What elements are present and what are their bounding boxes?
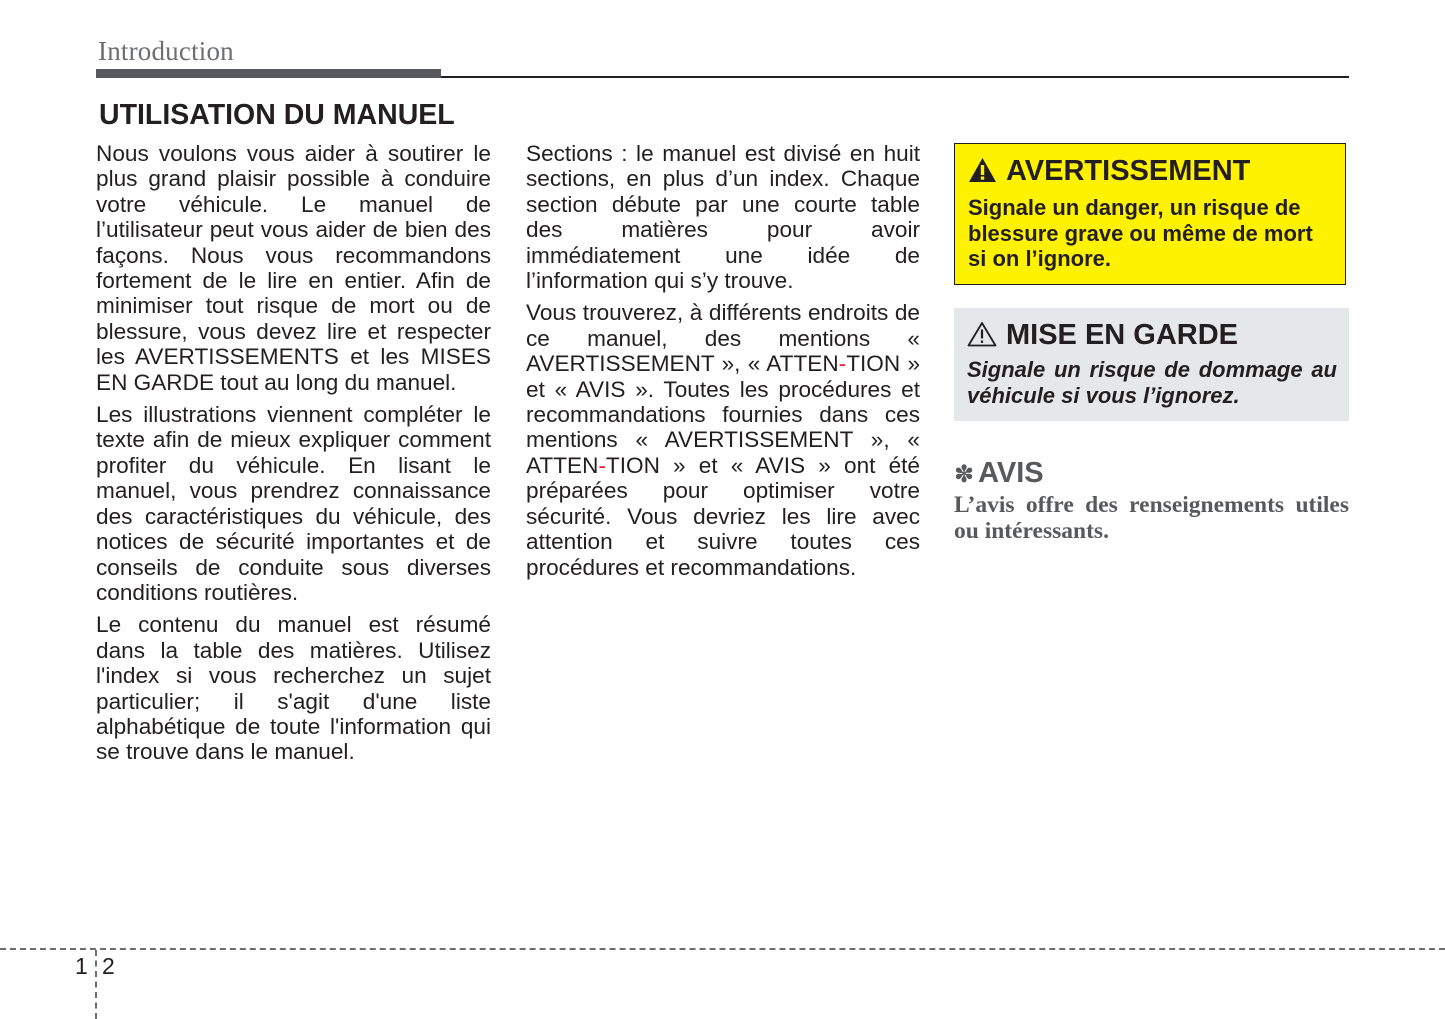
caution-heading-row (967, 319, 1238, 355)
caution-heading: MISE EN GARDE (1006, 319, 1239, 351)
hyphen: - (598, 452, 606, 478)
chapter-header: Introduction (98, 36, 234, 66)
paragraph-text: TION » et « AVIS ». Toutes les procédures et recommandations fournies dans ces mentions « AVERTISSEMENT », « ATTEN (526, 351, 921, 478)
page-number: 2 (102, 953, 115, 979)
body-paragraph (526, 300, 920, 579)
paragraph-text: TION » et « AVIS » ont été préparées pour optimiser votre sécurité. Vous devriez les lire avec attention et suivre toutes ces procédures et recommandations. (526, 452, 920, 580)
warning-box (954, 143, 1346, 285)
warning-heading: AVERTISSEMENT (1006, 155, 1251, 187)
warning-text: Signale un danger, un risque de blessure grave ou même de mort si on l’ignore. (968, 195, 1313, 271)
body-paragraph: Sections : le manuel est divisé en huit sections, en plus d’un index. Chaque section débute par une courte table des matières pour avoir immédiatement une idée de l’information qui s’y trouve. (526, 141, 920, 294)
warning-triangle-outline-icon (967, 321, 997, 355)
section-title: UTILISATION DU MANUEL (99, 99, 455, 131)
warning-heading-row (968, 155, 1250, 191)
notice-text: L’avis offre des renseignements utiles ou intéressants. (954, 492, 1349, 544)
middle-column (526, 141, 920, 587)
footer-rule (0, 948, 1445, 950)
asterisk-icon: ✽ (954, 461, 975, 488)
chapter-number: 1 (75, 953, 88, 979)
caution-box (954, 308, 1349, 421)
body-paragraph: Le contenu du manuel est résumé dans la table des matières. Utilisez l'index si vous recherchez un sujet particulier; il s'agit d'une liste alphabétique de toute l'information qui se trouve dans le manuel. (96, 612, 491, 765)
header-accent-bar (96, 69, 441, 78)
body-paragraph: Nous voulons vous aider à soutirer le plus grand plaisir possible à conduire votre véhicule. Le manuel de l’utilisateur peut vous aider de bien des façons. Nous vous recommandons fortement de le lire en entier. Afin de minimiser tout risque de mort ou de blessure, vous devez lire et respecter les AVERTISSEMENTS et les MISES EN GARDE tout au long du manuel. (96, 141, 491, 395)
left-column (96, 141, 491, 772)
warning-triangle-filled-icon (968, 157, 997, 191)
paragraph-text: Vous trouverez, à différents endroits de ce manuel, des mentions « AVERTISSEMENT », « ATTEN (526, 300, 920, 377)
hyphen: - (838, 351, 847, 377)
notice-heading: AVIS (978, 457, 1044, 489)
caution-text: Signale un risque de dommage au véhicule si vous l’ignorez. (967, 357, 1337, 408)
body-paragraph: Les illustrations viennent compléter le texte afin de mieux expliquer comment profiter du véhicule. En lisant le manuel, vous prendrez connaissance des caractéristiques du véhicule, des notices de sécurité importantes et de conseils de conduite sous diverses conditions routières. (96, 402, 491, 605)
footer-divider (95, 950, 97, 1019)
notice-heading-row (954, 457, 1044, 490)
